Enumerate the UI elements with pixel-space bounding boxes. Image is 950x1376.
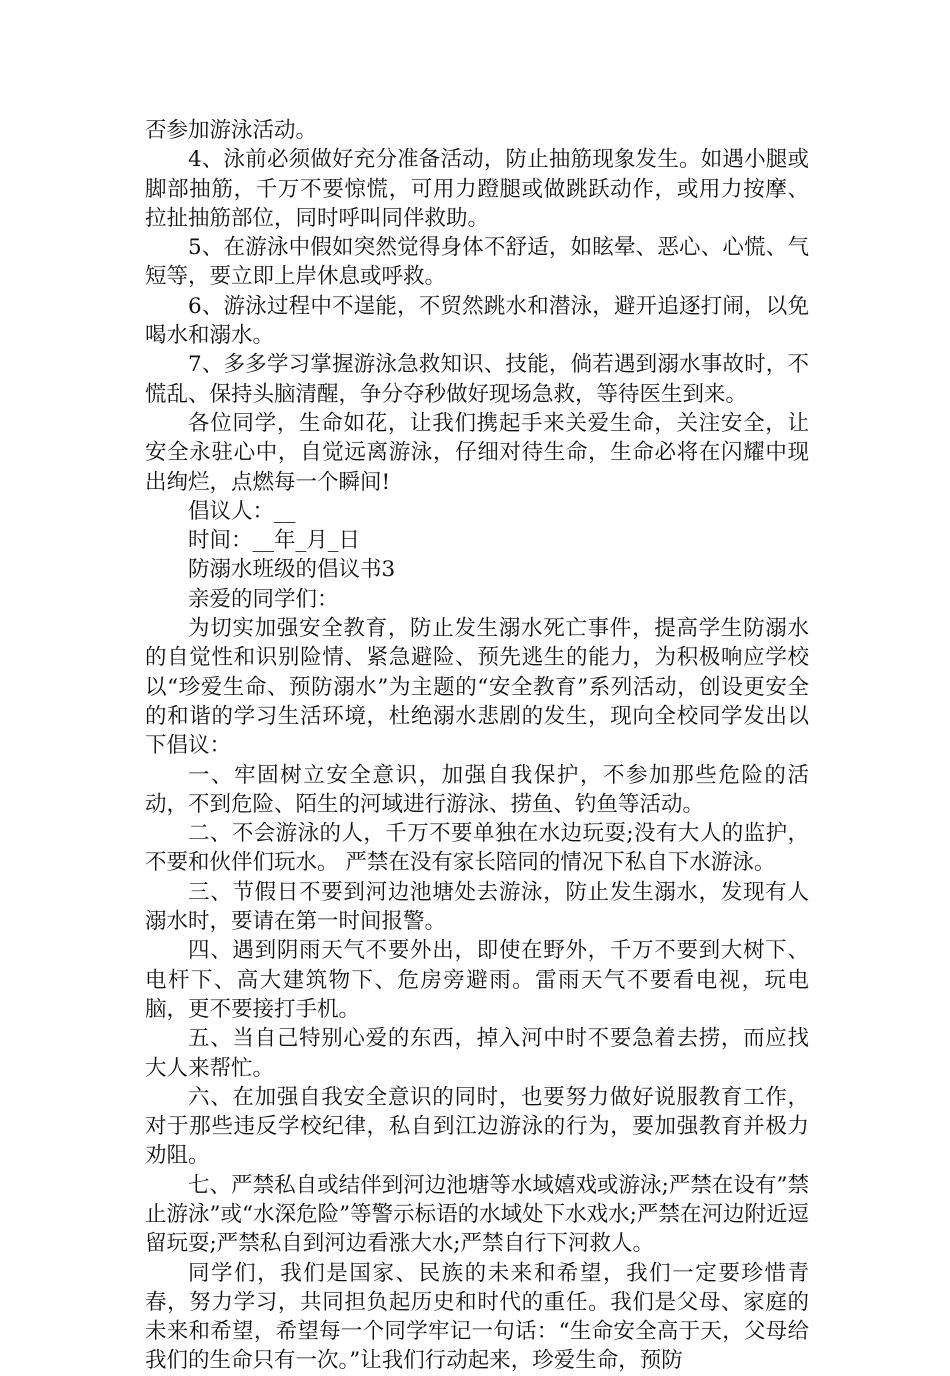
paragraph-point-3: 三、节假日不要到河边池塘处去游泳，防止发生溺水，发现有人溺水时，要请在第一时间报警。: [145, 879, 809, 935]
paragraph-point-4: 四、遇到阴雨天气不要外出，即使在野外，千万不要到大树下、电杆下、高大建筑物下、危房旁避雨。雷雨天气不要看电视，玩电脑，更不要接打手机。: [145, 938, 809, 1022]
paragraph-closing: 各位同学，生命如花，让我们携起手来关爱生命，关注安全，让安全永驻心中，自觉远离游泳，仔细对待生命，生命必将在闪耀中现出绚烂，点燃每一个瞬间!: [145, 410, 809, 495]
paragraph-point-7: 七、严禁私自或结伴到河边池塘等水域嬉戏或游泳;严禁在设有”禁止游泳”或“水深危险”等警示标语的水域处下水戏水;严禁在河边附近逗留玩耍;严禁私自到河边看涨大水;严禁自行下河救人。: [145, 1172, 809, 1257]
section-title: 防溺水班级的倡议书3: [188, 557, 396, 583]
paragraph-point-5: 五、当自己特别心爱的东西，掉入河中时不要急着去捞，而应找大人来帮忙。: [145, 1026, 809, 1081]
paragraph-point-1: 一、牢固树立安全意识，加强自我保护，不参加那些危险的活动，不到危险、陌生的河域进行游泳、捞鱼、钓鱼等活动。: [145, 762, 809, 817]
paragraph-final: 同学们，我们是国家、民族的未来和希望，我们一定要珍惜青春，努力学习，共同担负起历史和时代的重任。我们是父母、家庭的未来和希望，希望每一个同学牢记一句话：“生命安全高于天，父母给我们的生命只有一次。”让我们行动起来，珍爱生命，预防: [145, 1260, 809, 1374]
paragraph-point-6: 六、在加强自我安全意识的同时，也要努力做好说服教育工作，对于那些违反学校纪律，私自到江边游泳的行为，要加强教育并极力劝阻。: [145, 1084, 809, 1169]
paragraph-item-4: 4、泳前必须做好充分准备活动，防止抽筋现象发生。如遇小腿或脚部抽筋，千万不要惊慌，可用力蹬腿或做跳跃动作，或用力按摩、拉扯抽筋部位，同时呼叫同伴救助。: [145, 147, 809, 231]
paragraph-item-7: 7、多多学习掌握游泳急救知识、技能，倘若遇到溺水事故时，不慌乱、保持头脑清醒，争分夺秒做好现场急救，等待医生到来。: [145, 352, 809, 407]
date-line: 时间：__年_月_日: [188, 528, 361, 554]
paragraph-item-6: 6、游泳过程中不逞能，不贸然跳水和潜泳，避开追逐打闹，以免喝水和溺水。: [145, 293, 809, 349]
paragraph-point-2: 二、不会游泳的人，千万不要单独在水边玩耍;没有大人的监护，不要和伙伴们玩水。 严禁在没有家长陪同的情况下私自下水游泳。: [145, 821, 809, 876]
salutation: 亲爱的同学们：: [188, 586, 339, 612]
paragraph-item-5: 5、在游泳中假如突然觉得身体不舒适，如眩晕、恶心、心慌、气短等，要立即上岸休息或呼救。: [145, 235, 809, 290]
paragraph-intro: 为切实加强安全教育，防止发生溺水死亡事件，提高学生防溺水的自觉性和识别险情、紧急避险、预先逃生的能力，为积极响应学校以“珍爱生命、预防溺水”为主题的“安全教育”系列活动，创设更安全的和谐的学习生活环境，杜绝溺水悲剧的发生，现向全校同学发出以下倡议：: [145, 616, 809, 759]
document-page: [145, 116, 809, 1376]
signature-line: 倡议人：__: [188, 498, 296, 524]
paragraph-continuation: 否参加游泳活动。: [145, 118, 318, 143]
